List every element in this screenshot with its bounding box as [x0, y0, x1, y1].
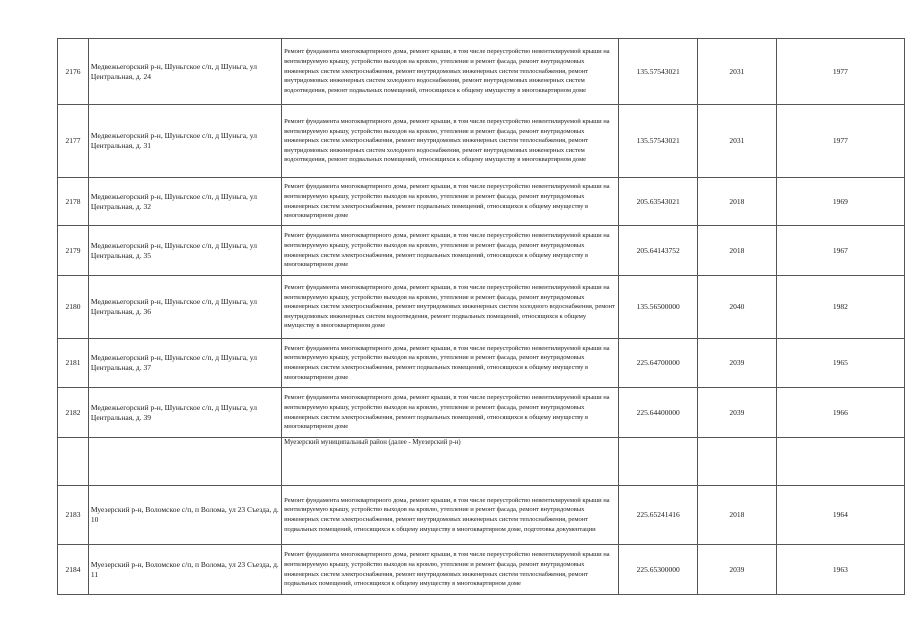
district-header-row: [58, 438, 905, 486]
table-row: [58, 105, 905, 178]
table-row: [58, 39, 905, 105]
empty-cell: [88, 438, 281, 486]
cost-cell: 225.65241416: [619, 486, 698, 545]
address-cell: Муезерский р-н, Воломское с/п, п Волома, ул 23 Съезда, д. 11: [88, 545, 281, 595]
address-cell: Медвежьегорский р-н, Шуньгское с/п, д Шуньга, ул Центральная, д. 37: [88, 339, 281, 388]
empty-cell: [776, 438, 904, 486]
address-cell: Медвежьегорский р-н, Шуньгское с/п, д Шуньга, ул Центральная, д. 35: [88, 226, 281, 276]
cost-cell: 135.56500000: [619, 276, 698, 339]
table-row: [58, 276, 905, 339]
row-number: 2180: [58, 276, 89, 339]
table-row: [58, 388, 905, 438]
build-year-cell: 1982: [776, 276, 904, 339]
address-cell: Медвежьегорский р-н, Шуньгское с/п, д Шуньга, ул Центральная, д. 24: [88, 39, 281, 105]
works-cell: Ремонт фундамента многоквартирного дома, ремонт крыши, в том числе переустройство невентилируемой крыши на вентилируемую крышу, устройство выходов на кровлю, утепление и ремонт фасада, ремонт внутридомовых инженерных систем электроснабжения, ремонт подвальных помещений, относящихся к общему имуществу в многоквартирном доме: [282, 339, 619, 388]
build-year-cell: 1964: [776, 486, 904, 545]
works-cell: Ремонт фундамента многоквартирного дома, ремонт крыши, в том числе переустройство невентилируемой крыши на вентилируемую крышу, устройство выходов на кровлю, утепление и ремонт фасада, ремонт внутридомовых инженерных систем электроснабжения, ремонт внутридомовых инженерных систем холодного водоснабжения, ремонт внутридомовых инженерных систем водоотведения, ремонт подвальных помещений, относящихся к общему имуществу в многоквартирном доме: [282, 276, 619, 339]
cost-cell: 205.64143752: [619, 226, 698, 276]
cost-cell: 225.64400000: [619, 388, 698, 438]
works-cell: Ремонт фундамента многоквартирного дома, ремонт крыши, в том числе переустройство невентилируемой крыши на вентилируемую крышу, устройство выходов на кровлю, утепление и ремонт фасада, ремонт внутридомовых инженерных систем электроснабжения, ремонт подвальных помещений, относящихся к общему имуществу в многоквартирном доме: [282, 388, 619, 438]
works-cell: Ремонт фундамента многоквартирного дома, ремонт крыши, в том числе переустройство невентилируемой крыши на вентилируемую крышу, устройство выходов на кровлю, утепление и ремонт фасада, ремонт внутридомовых инженерных систем электроснабжения, ремонт внутридомовых инженерных систем теплоснабжения, ремонт внутридомовых инженерных систем холодного водоснабжения, ремонт внутридомовых инженерных систем водоотведения, ремонт подвальных помещений, относящихся к общему имуществу в многоквартирном доме: [282, 105, 619, 178]
row-number: 2181: [58, 339, 89, 388]
works-cell: Ремонт фундамента многоквартирного дома, ремонт крыши, в том числе переустройство невентилируемой крыши на вентилируемую крышу, устройство выходов на кровлю, утепление и ремонт фасада, ремонт внутридомовых инженерных систем электроснабжения, ремонт внутридомовых инженерных систем теплоснабжения, ремонт подвальных помещений, относящихся к общему имуществу в многоквартирном доме, подготовка документации: [282, 486, 619, 545]
works-cell: Ремонт фундамента многоквартирного дома, ремонт крыши, в том числе переустройство невентилируемой крыши на вентилируемую крышу, устройство выходов на кровлю, утепление и ремонт фасада, ремонт внутридомовых инженерных систем электроснабжения, ремонт подвальных помещений, относящихся к общему имуществу в многоквартирном доме: [282, 178, 619, 226]
capital-repair-table: [57, 38, 905, 595]
planned-year-cell: 2039: [698, 339, 777, 388]
table-row: [58, 339, 905, 388]
build-year-cell: 1963: [776, 545, 904, 595]
table-row: [58, 178, 905, 226]
address-cell: Муезерский р-н, Воломское с/п, п Волома, ул 23 Съезда, д. 10: [88, 486, 281, 545]
planned-year-cell: 2018: [698, 226, 777, 276]
build-year-cell: 1969: [776, 178, 904, 226]
table-row: [58, 486, 905, 545]
row-number: 2176: [58, 39, 89, 105]
planned-year-cell: 2018: [698, 178, 777, 226]
empty-cell: [698, 438, 777, 486]
planned-year-cell: 2018: [698, 486, 777, 545]
row-number: 2179: [58, 226, 89, 276]
planned-year-cell: 2031: [698, 105, 777, 178]
district-header: Муезерский муниципальный район (далее - Муезерский р-н): [282, 438, 619, 486]
planned-year-cell: 2040: [698, 276, 777, 339]
planned-year-cell: 2039: [698, 388, 777, 438]
works-cell: Ремонт фундамента многоквартирного дома, ремонт крыши, в том числе переустройство невентилируемой крыши на вентилируемую крышу, устройство выходов на кровлю, утепление и ремонт фасада, ремонт внутридомовых инженерных систем электроснабжения, ремонт внутридомовых инженерных систем теплоснабжения, ремонт внутридомовых инженерных систем холодного водоснабжения, ремонт внутридомовых инженерных систем водоотведения, ремонт подвальных помещений, относящихся к общему имуществу в многоквартирном доме: [282, 39, 619, 105]
table-row: [58, 545, 905, 595]
address-cell: Медвежьегорский р-н, Шуньгское с/п, д Шуньга, ул Центральная, д. 32: [88, 178, 281, 226]
empty-cell: [58, 438, 89, 486]
planned-year-cell: 2031: [698, 39, 777, 105]
build-year-cell: 1977: [776, 105, 904, 178]
cost-cell: 225.64700000: [619, 339, 698, 388]
cost-cell: 135.57543021: [619, 39, 698, 105]
row-number: 2183: [58, 486, 89, 545]
row-number: 2182: [58, 388, 89, 438]
build-year-cell: 1966: [776, 388, 904, 438]
cost-cell: 225.65300000: [619, 545, 698, 595]
cost-cell: 205.63543021: [619, 178, 698, 226]
build-year-cell: 1965: [776, 339, 904, 388]
table-row: [58, 226, 905, 276]
works-cell: Ремонт фундамента многоквартирного дома, ремонт крыши, в том числе переустройство невентилируемой крыши на вентилируемую крышу, устройство выходов на кровлю, утепление и ремонт фасада, ремонт внутридомовых инженерных систем электроснабжения, ремонт внутридомовых инженерных систем теплоснабжения, ремонт подвальных помещений, относящихся к общему имуществу в многоквартирном доме: [282, 545, 619, 595]
planned-year-cell: 2039: [698, 545, 777, 595]
build-year-cell: 1977: [776, 39, 904, 105]
address-cell: Медвежьегорский р-н, Шуньгское с/п, д Шуньга, ул Центральная, д. 31: [88, 105, 281, 178]
empty-cell: [619, 438, 698, 486]
address-cell: Медвежьегорский р-н, Шуньгское с/п, д Шуньга, ул Центральная, д. 39: [88, 388, 281, 438]
cost-cell: 135.57543021: [619, 105, 698, 178]
row-number: 2184: [58, 545, 89, 595]
works-cell: Ремонт фундамента многоквартирного дома, ремонт крыши, в том числе переустройство невентилируемой крыши на вентилируемую крышу, устройство выходов на кровлю, утепление и ремонт фасада, ремонт внутридомовых инженерных систем электроснабжения, ремонт подвальных помещений, относящихся к общему имуществу в многоквартирном доме: [282, 226, 619, 276]
row-number: 2178: [58, 178, 89, 226]
address-cell: Медвежьегорский р-н, Шуньгское с/п, д Шуньга, ул Центральная, д. 36: [88, 276, 281, 339]
build-year-cell: 1967: [776, 226, 904, 276]
row-number: 2177: [58, 105, 89, 178]
